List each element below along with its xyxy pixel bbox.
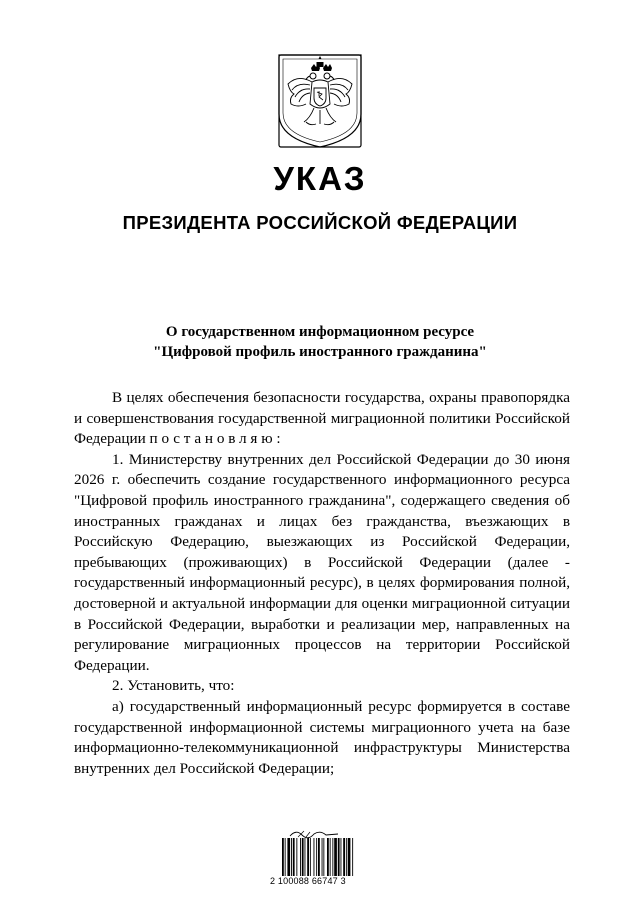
barcode-number: 2 100088 66747 3 xyxy=(270,876,346,886)
item-2a-paragraph: а) государственный информационный ресурс формируется в составе государственной информационной системы миграционного учета на базе информационно-телекоммуникационной инфраструктуры Министерства внутренних дел Российской Федерации; xyxy=(74,697,570,777)
item-1-paragraph: 1. Министерству внутренних дел Российской Федерации до 30 июня 2026 г. обеспечить создание государственного информационного ресурса "Цифровой профиль иностранного гражданина", содержащего сведения об иностранных гражданах и лицах без гражданства, въезжающих в Российскую Федерацию, выезжающих из Российской Федерации, пребывающих (проживающих) в Российской Федерации (далее - государственный информационный ресурс), в целях формирования полной, достоверной и актуальной информации для оценки миграционной ситуации в Российской Федерации, выработки и реализации мер, направленных на регулирование миграционных процессов на территории Российской Федерации. xyxy=(74,450,570,674)
preamble-text: В целях обеспечения безопасности государства, охраны правопорядка и совершенствования государственной миграционной политики Российской Федерации xyxy=(74,389,570,448)
document-type-heading: УКАЗ xyxy=(273,160,367,197)
decree-colon: : xyxy=(276,430,281,448)
document-title xyxy=(0,322,640,362)
title-line-2: "Цифровой профиль иностранного гражданина" xyxy=(153,344,487,360)
title-line-1: О государственном информационном ресурсе xyxy=(165,324,475,340)
russian-coat-of-arms-icon xyxy=(276,52,364,150)
preamble-paragraph xyxy=(74,388,570,450)
document-body xyxy=(74,388,570,779)
item-2-paragraph: 2. Установить, что: xyxy=(112,677,235,695)
barcode-icon xyxy=(281,838,377,876)
decree-word: постановляю xyxy=(149,430,277,448)
issuer-heading: ПРЕЗИДЕНТА РОССИЙСКОЙ ФЕДЕРАЦИИ xyxy=(122,212,518,233)
